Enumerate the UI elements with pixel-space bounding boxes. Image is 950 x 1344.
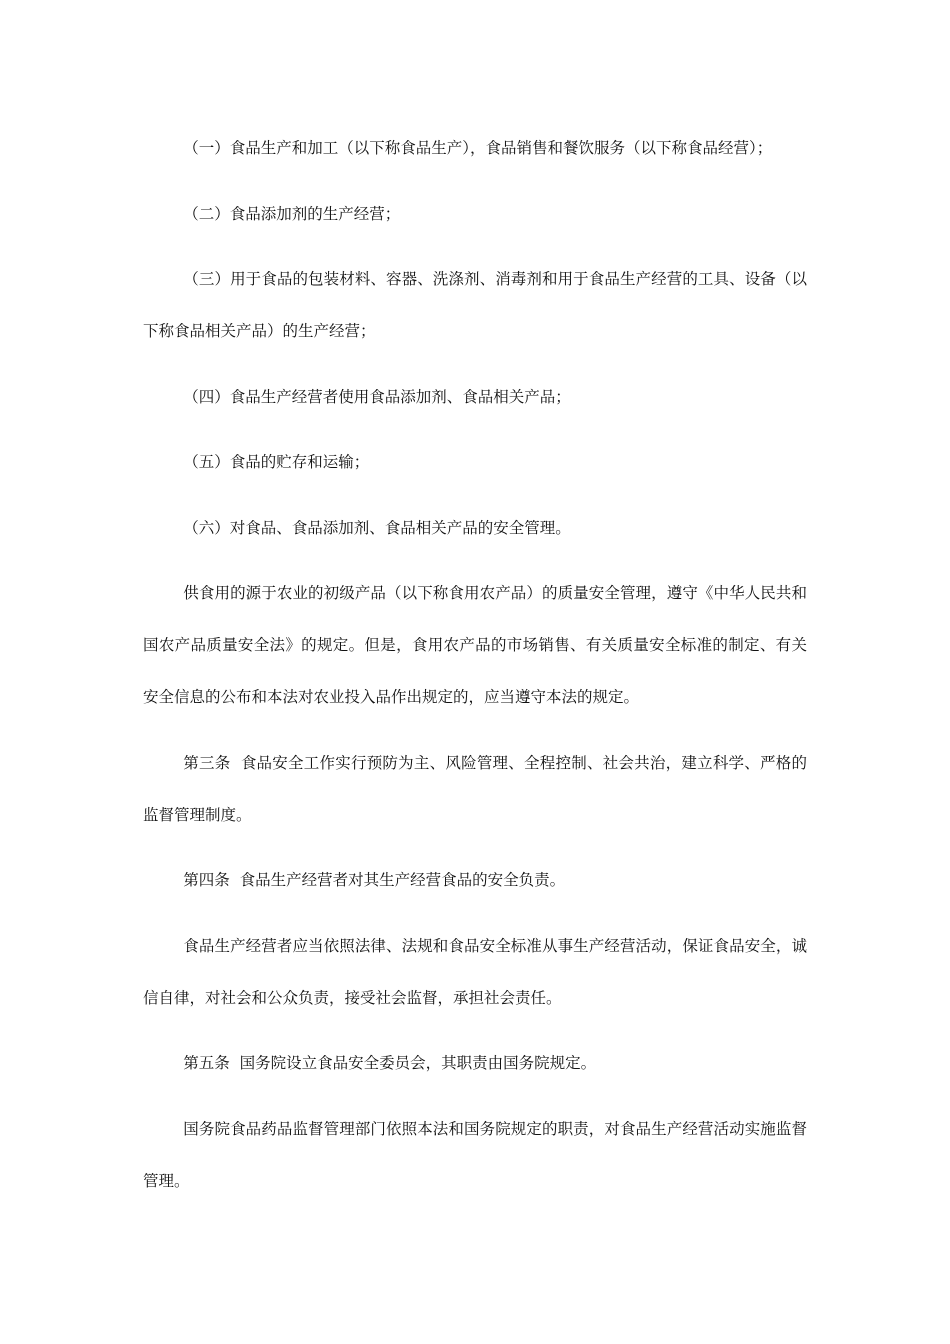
article-4: 第四条 食品生产经营者对其生产经营食品的安全负责。 [183, 871, 566, 889]
paragraph-item-1: （一）食品生产和加工（以下称食品生产），食品销售和餐饮服务（以下称食品经营）； [183, 139, 773, 157]
paragraph-item-4: （四）食品生产经营者使用食品添加剂、食品相关产品； [183, 387, 571, 406]
document-body [143, 122, 807, 1207]
article-3: 第三条 食品安全工作实行预防为主、风险管理、全程控制、社会共治，建立科学、严格的监督管理制度。 [143, 753, 807, 824]
paragraph-item-2: （二）食品添加剂的生产经营； [183, 204, 401, 223]
article-4-clause: 食品生产经营者应当依照法律、法规和食品安全标准从事生产经营活动，保证食品安全，诚信自律，对社会和公众负责，接受社会监督，承担社会责任。 [143, 936, 807, 1007]
article-5-clause: 国务院食品药品监督管理部门依照本法和国务院规定的职责，对食品生产经营活动实施监督管理。 [143, 1119, 807, 1190]
paragraph-agricultural-products: 供食用的源于农业的初级产品（以下称食用农产品）的质量安全管理，遵守《中华人民共和国农产品质量安全法》的规定。但是，食用农产品的市场销售、有关质量安全标准的制定、有关安全信息的公布和本法对农业投入品作出规定的，应当遵守本法的规定。 [143, 584, 807, 706]
article-5: 第五条 国务院设立食品安全委员会，其职责由国务院规定。 [183, 1054, 597, 1072]
paragraph-item-6: （六）对食品、食品添加剂、食品相关产品的安全管理。 [183, 518, 571, 537]
paragraph-item-3: （三）用于食品的包装材料、容器、洗涤剂、消毒剂和用于食品生产经营的工具、设备（以下称食品相关产品）的生产经营； [143, 270, 807, 340]
paragraph-item-5: （五）食品的贮存和运输； [183, 453, 370, 471]
